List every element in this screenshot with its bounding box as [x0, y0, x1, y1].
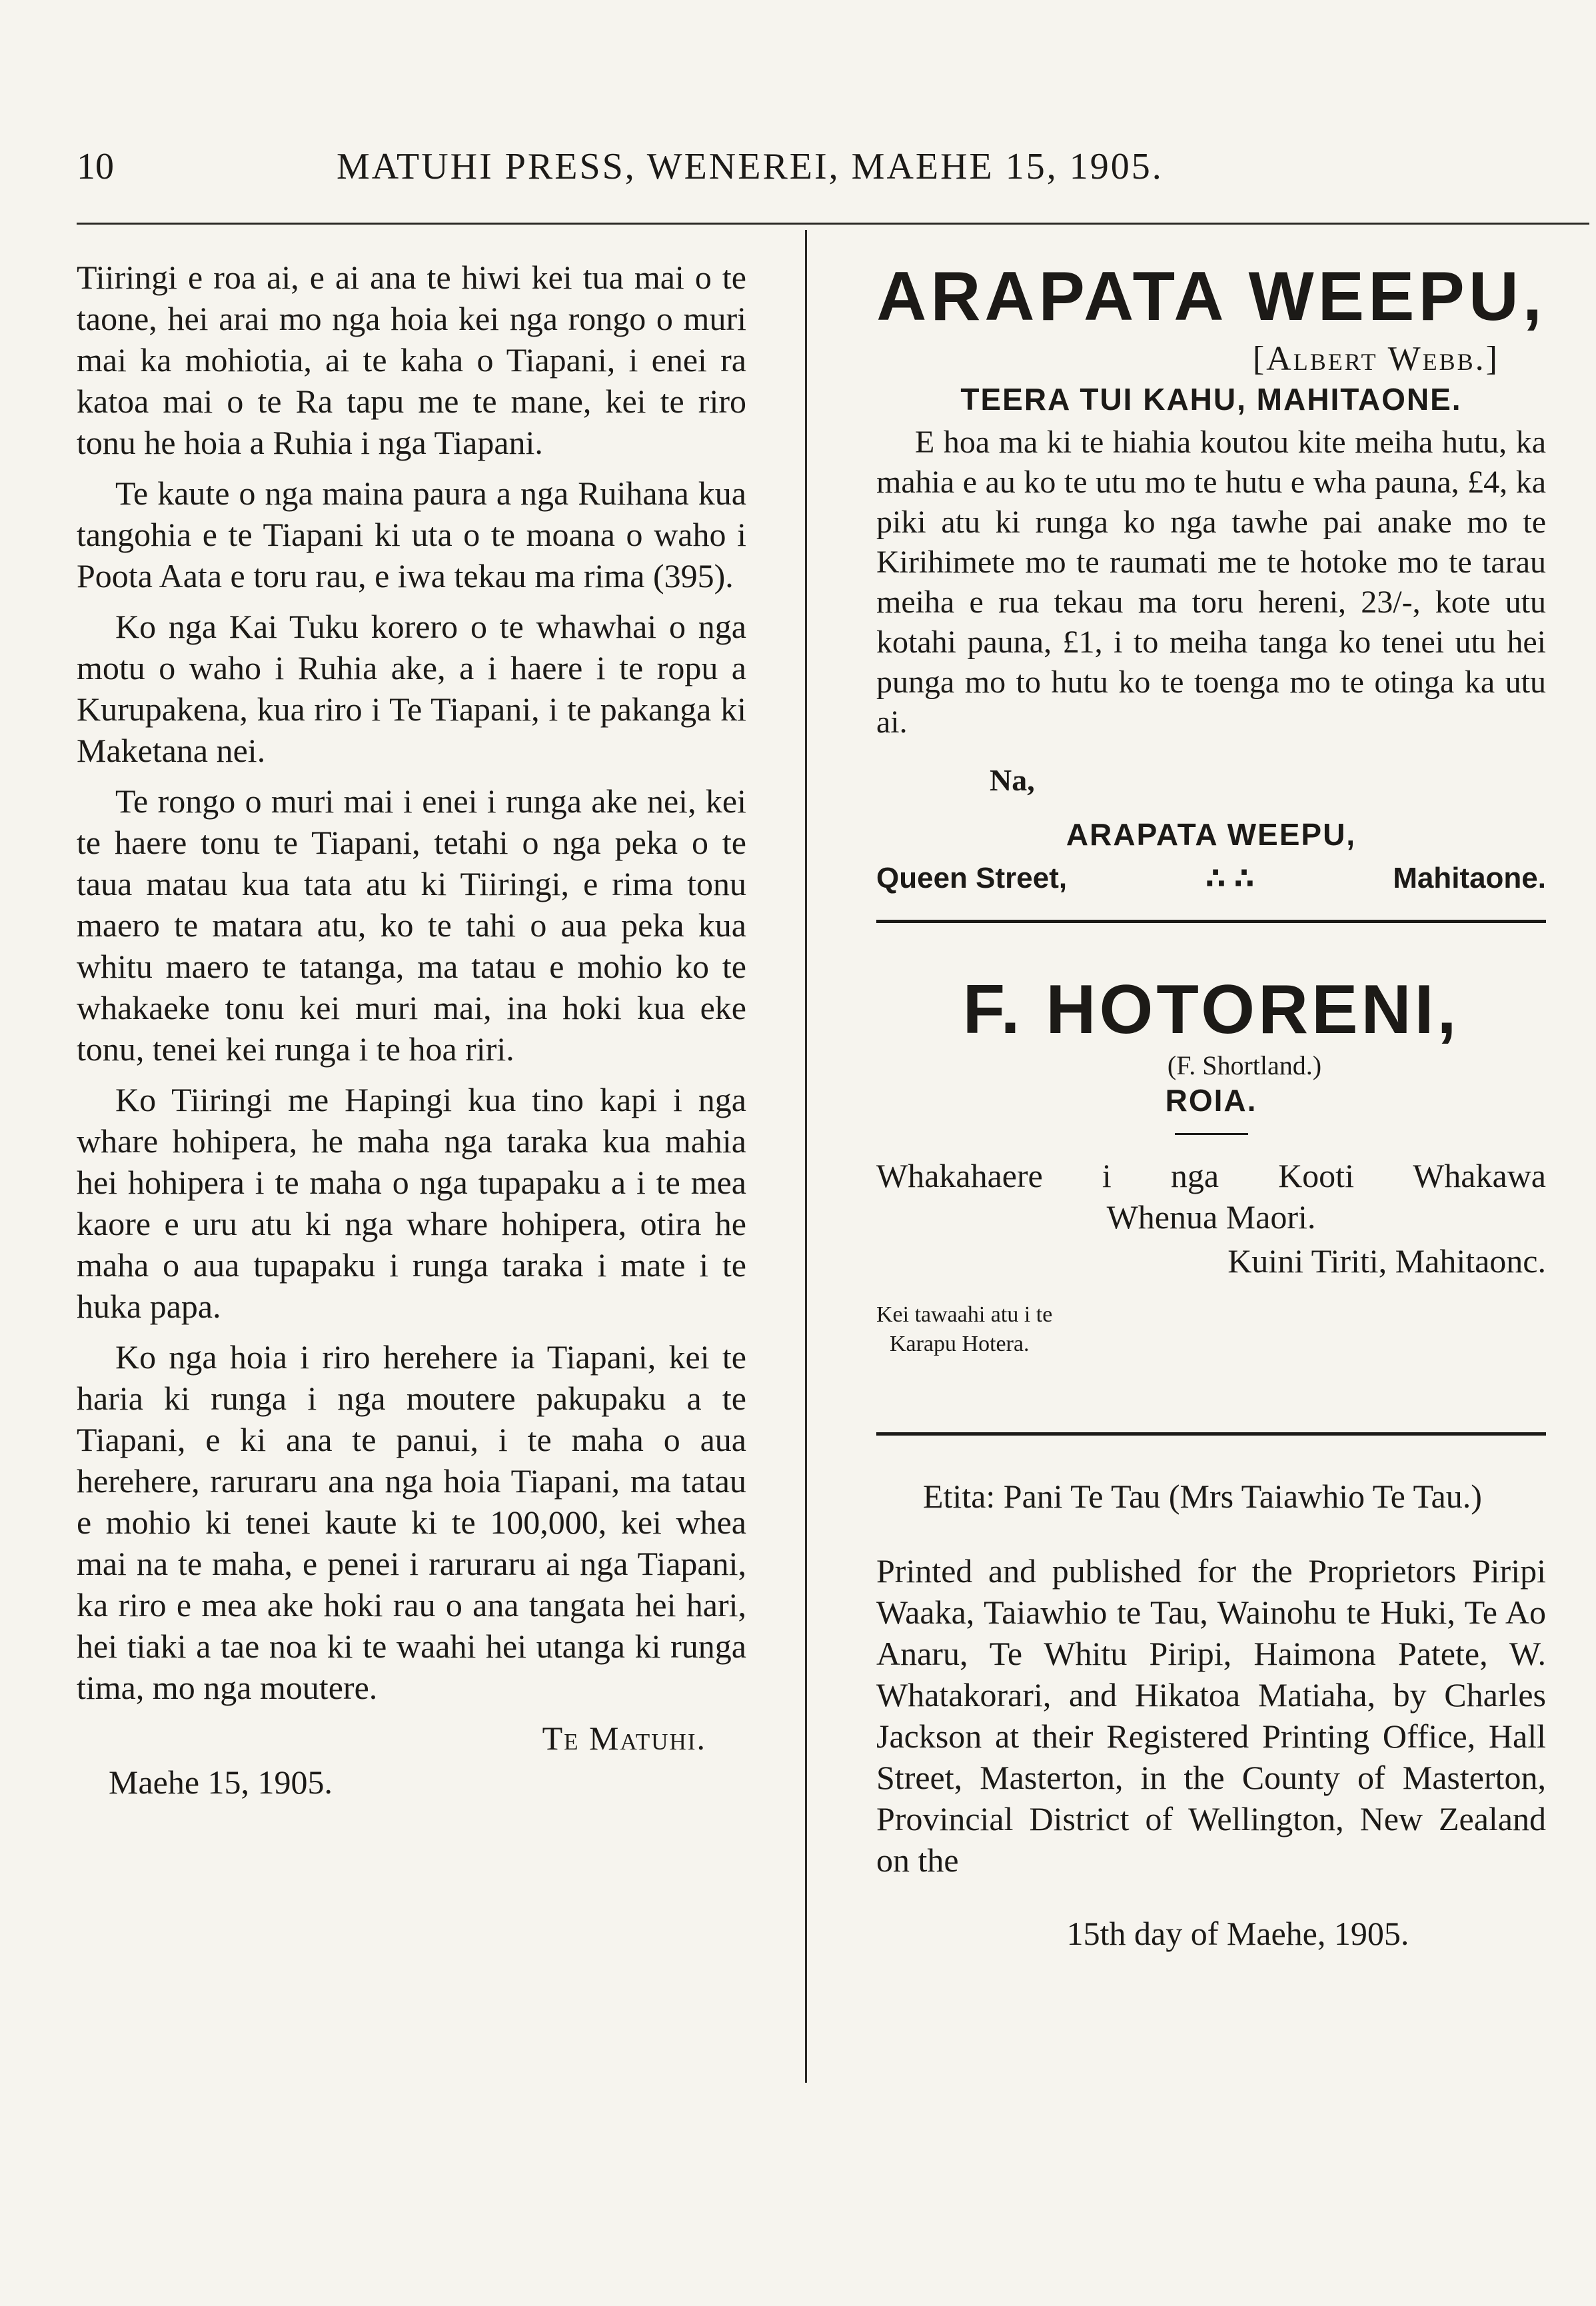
ad-tailor-address	[876, 862, 1546, 896]
advertisement-column	[876, 257, 1546, 1986]
ad-tailor-name: ARAPATA WEEPU,	[1066, 817, 1357, 852]
header-rule	[77, 223, 1589, 225]
editor-line: Etita: Pani Te Tau (Mrs Taiawhio Te Tau.)	[923, 1478, 1482, 1515]
imprint-text: Printed and published for the Proprietors Piripi Waaka, Taiawhio te Tau, Wainohu te Huki, Te Ao Anaru, Te Whitu Piripi, Haimona Patete, W. Whatakorari, and Hikatoa Matiaha, by Charles Jackson at their Registered Printing Office, Hall Street, Masterton, in the County of Masterton, Provincial District of Wellington, New Zealand on the	[876, 1552, 1546, 1879]
article-paragraph: Ko nga Kai Tuku korero o te whawhai o nga motu o waho i Ruhia ake, a i haere i te ropu a Kurupakena, kua riro i Te Tiapani, i te pakanga ki Maketana nei.	[77, 608, 746, 769]
article-paragraph: Tiiringi e roa ai, e ai ana te hiwi kei tua mai o te taone, hei arai mo nga hoia kei nga rongo o muri mai ka mohiotia, ai te kaha o Tiapani, i enei ra katoa mai o te Ra tapu me te mane, kei te riro tonu he hoia a Ruhia i nga Tiapani.	[77, 259, 746, 461]
article-column	[77, 257, 746, 1803]
article-paragraph: Te kaute o nga maina paura a nga Ruihana kua tangohia e te Tiapani ki uta o te moana o waho i Poota Aata e toru rau, e iwa tekau ma rima (395).	[77, 475, 746, 594]
ad-solicitor	[876, 970, 1546, 1359]
ad-tailor-subtitle: [Albert Webb.]	[1252, 340, 1499, 378]
column-divider	[805, 230, 807, 2083]
ad-divider	[876, 920, 1546, 923]
ad-solicitor-body-line: Whenua Maori.	[1106, 1198, 1316, 1236]
ad-tailor-role: TEERA TUI KAHU, MAHITAONE.	[960, 382, 1462, 417]
ad-tailor-na: Na,	[990, 763, 1035, 797]
article-paragraph: Te rongo o muri mai i enei i runga ake nei, kei te haere tonu te Tiapani, tetahi o nga peka o te taua matau kua tata atu ki Tiiringi, e rima tonu maero te matara atu, ko te tahi o aua peka kua whitu maero te tatanga, ma tatau e mohio ko te whakaeke tonu kei muri mai, ina hoki kua eke tonu, tenei kei runga i te hoa riri.	[77, 782, 746, 1068]
ad-tailor-body: E hoa ma ki te hiahia koutou kite meiha hutu, ka mahia e au ko te utu mo te hutu e wha pauna, £4, ka piki atu ki runga ko nga tawhe pai anake mo te Kirihimete mo te raumati me te hotoke mo te tarau meiha e rua tekau ma toru hereni, 23/-, kote utu kotahi pauna, £1, i to meiha tanga ko tenei utu hei punga mo to hutu ko te toenga mo te otinga ka utu ai.	[876, 425, 1546, 740]
ad-solicitor-note-line: Kei tawaahi atu i te	[876, 1302, 1053, 1327]
ad-solicitor-title: F. HOTORENI,	[962, 971, 1460, 1048]
ad-solicitor-body	[876, 1155, 1546, 1238]
page-header	[77, 145, 1289, 205]
page-number: 10	[77, 146, 114, 187]
ad-tailor	[876, 257, 1546, 896]
ad-solicitor-street: Kuini Tiriti, Mahitaonc.	[1227, 1242, 1546, 1280]
ad-solicitor-rule	[1175, 1133, 1248, 1135]
article-paragraph: Ko Tiiringi me Hapingi kua tino kapi i nga whare hohipera, he maha nga taraka kua mahia hei hohipera i te maha o nga tupapaku a i te mea kaore e uru atu ki nga whare hohipera, otira he maha o aua tupapaku i runga taraka i mate i te huka papa.	[77, 1081, 746, 1325]
imprint-date: 15th day of Maehe, 1905.	[1066, 1915, 1409, 1952]
ad-solicitor-body-line: Whakahaere i nga Kooti Whakawa	[876, 1157, 1546, 1194]
article-signature: Te Matuhi.	[542, 1720, 706, 1757]
running-title: MATUHI PRESS, WENEREI, MAEHE 15, 1905.	[337, 146, 1164, 187]
article-date: Maehe 15, 1905.	[109, 1763, 333, 1801]
ad-solicitor-note	[876, 1300, 1546, 1359]
ad-tailor-street: Queen Street,	[876, 862, 1068, 894]
ad-tailor-town: Mahitaone.	[1393, 862, 1546, 894]
article-paragraph: Ko nga hoia i riro herehere ia Tiapani, kei te haria ki runga i nga moutere pakupaku a te Tiapani, e ki ana te panui, i te maha o aua herehere, raruraru ana nga hoia Tiapani, ma tatau e mohio ki tenei kaute ki te 100,000, kei whea mai na te maha, e penei i raruraru ai nga Tiapani, ka riro e mea ake hoki rau o ana tangata hei hari, hei tiaki a tae noa ki te waahi hei utanga ki runga tima, mo nga moutere.	[77, 1338, 746, 1706]
ad-solicitor-note-line: Karapu Hotera.	[890, 1332, 1030, 1356]
ad-tailor-dots: ∴ ∴	[1205, 862, 1255, 895]
ad-solicitor-role: ROIA.	[1165, 1083, 1257, 1118]
ad-tailor-title: ARAPATA WEEPU,	[876, 258, 1546, 335]
ad-divider	[876, 1432, 1546, 1436]
ad-solicitor-subtitle: (F. Shortland.)	[1167, 1050, 1322, 1080]
